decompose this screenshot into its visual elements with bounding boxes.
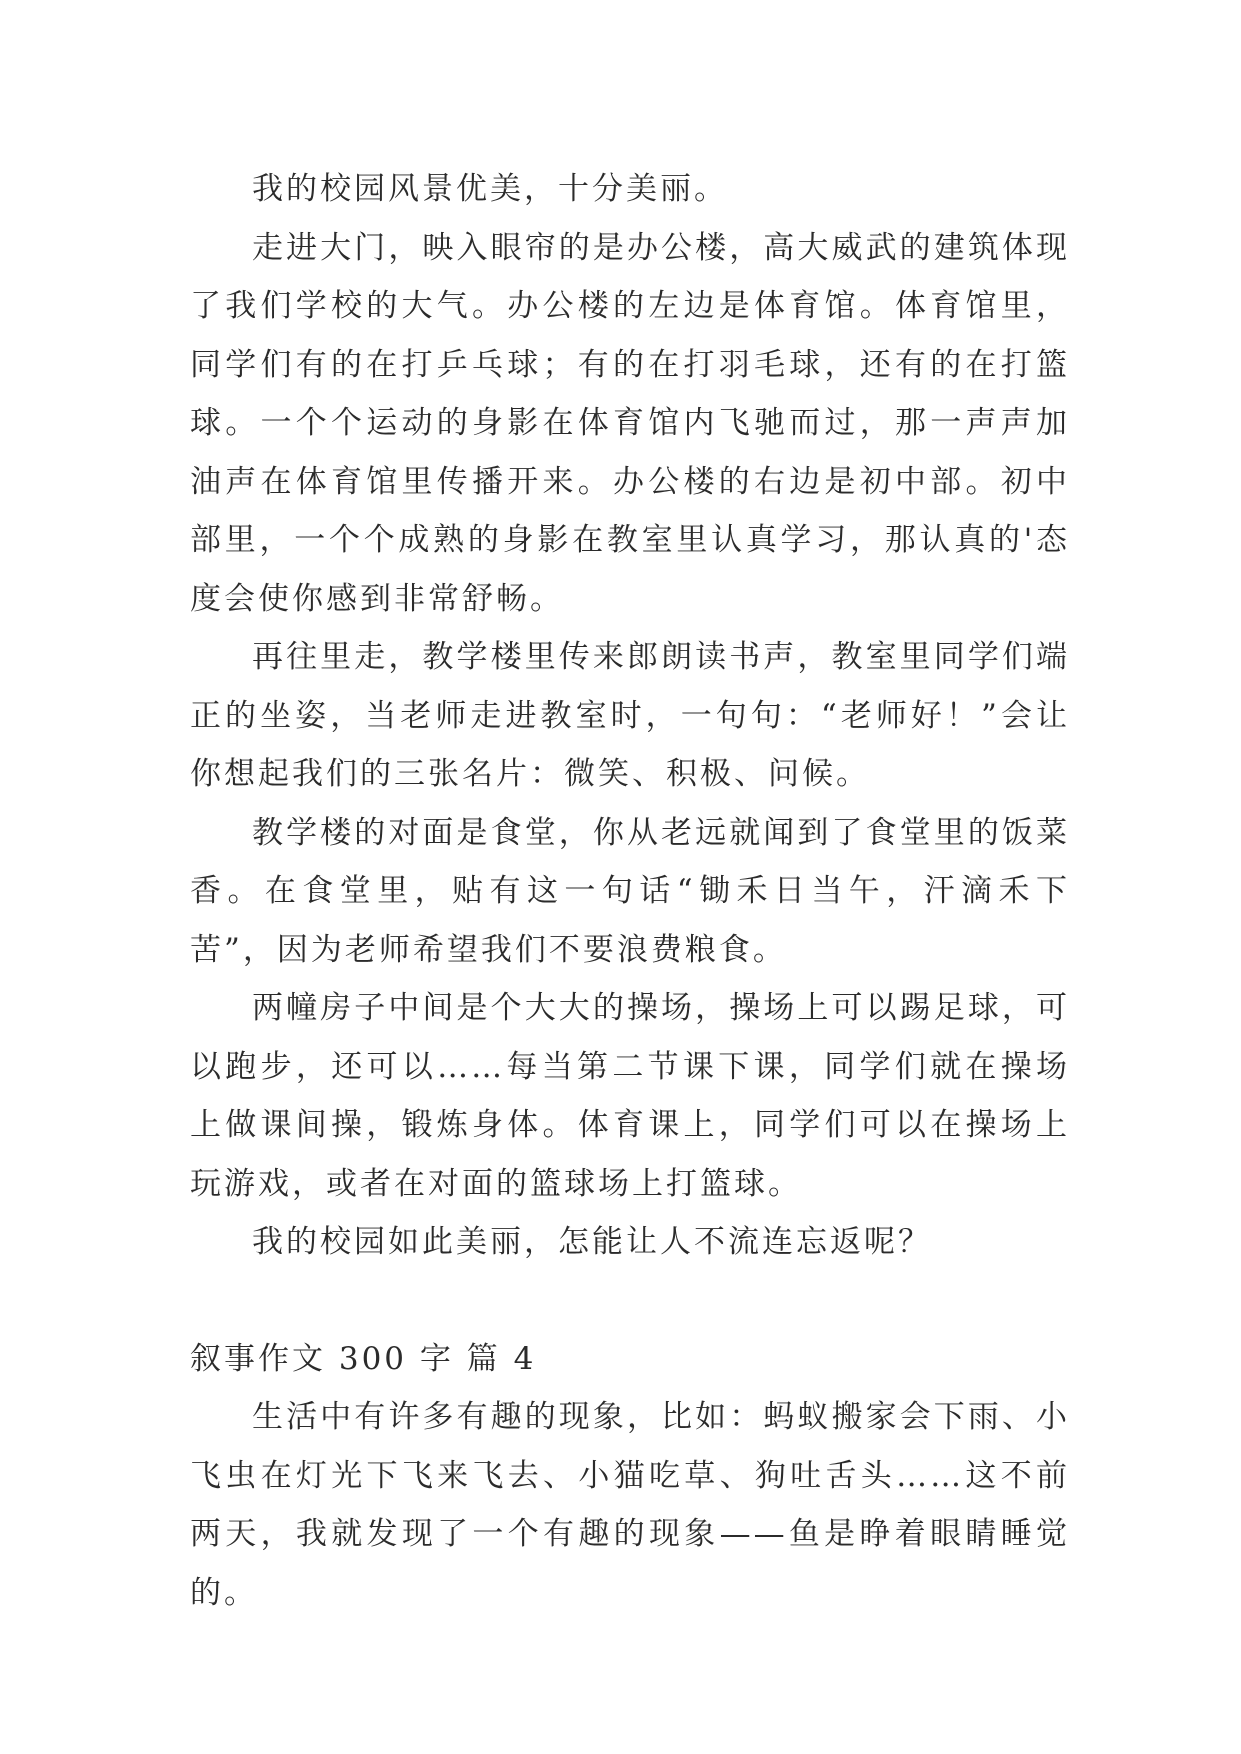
paragraph-1: 我的校园风景优美，十分美丽。 xyxy=(252,171,728,207)
section-heading: 叙事作文 300 字 篇 4 xyxy=(190,1340,537,1377)
paragraph-7: 生活中有许多有趣的现象，比如：蚂蚁搬家会下雨、小飞虫在灯光下飞来飞去、小猫吃草、狗吐舌头……这不前两天，我就发现了一个有趣的现象——鱼是睁着眼睛睡觉的。 xyxy=(190,1399,1070,1611)
document-body xyxy=(190,160,1070,1622)
paragraph-6: 我的校园如此美丽，怎能让人不流连忘返呢？ xyxy=(252,1224,932,1260)
paragraph-2: 走进大门，映入眼帘的是办公楼，高大威武的建筑体现了我们学校的大气。办公楼的左边是体育馆。体育馆里，同学们有的在打乒乓球；有的在打羽毛球，还有的在打篮球。一个个运动的身影在体育馆内飞驰而过，那一声声加油声在体育馆里传播开来。办公楼的右边是初中部。初中部里，一个个成熟的身影在教室里认真学习，那认真的'态度会使你感到非常舒畅。 xyxy=(190,229,1070,617)
paragraph-3: 再往里走，教学楼里传来郎朗读书声，教室里同学们端正的坐姿，当老师走进教室时，一句句：“老师好！”会让你想起我们的三张名片：微笑、积极、问候。 xyxy=(190,639,1070,792)
paragraph-5: 两幢房子中间是个大大的操场，操场上可以踢足球，可以跑步，还可以……每当第二节课下课，同学们就在操场上做课间操，锻炼身体。体育课上，同学们可以在操场上玩游戏，或者在对面的篮球场上打篮球。 xyxy=(190,990,1070,1202)
paragraph-4: 教学楼的对面是食堂，你从老远就闻到了食堂里的饭菜香。在食堂里，贴有这一句话“锄禾日当午，汗滴禾下苦”，因为老师希望我们不要浪费粮食。 xyxy=(190,814,1070,968)
